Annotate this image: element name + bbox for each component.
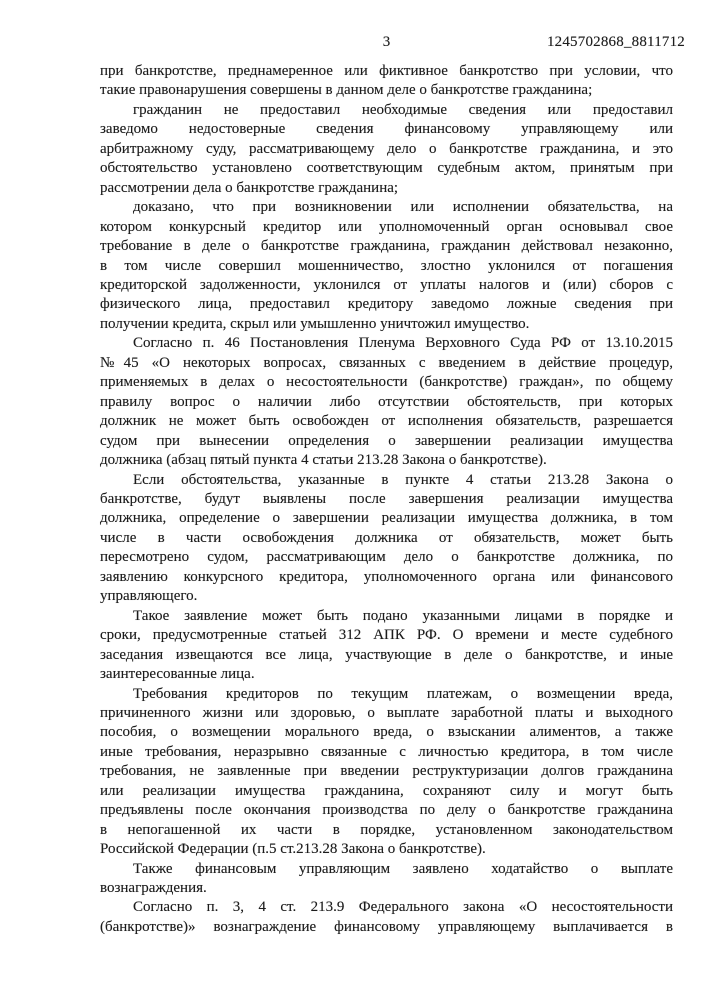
text-line: заявлению конкурсного кредитора, уполномоченного органа или финансового — [100, 568, 673, 585]
text-line: Требования кредиторов по текущим платежам, о возмещении вреда, — [133, 685, 673, 702]
text-line: при банкротстве, преднамеренное или фиктивное банкротство при условии, что — [100, 63, 673, 79]
text-line: доказано, что при возникновении или исполнении обязательства, на — [133, 199, 673, 216]
text-line: рассмотрении дела о банкротстве гражданина; — [100, 179, 399, 196]
text-line: заседания извещаются все лица, участвующие в деле о банкротстве, и иные — [100, 646, 673, 663]
text-line: Согласно п. 3, 4 ст. 213.9 Федерального закона «О несостоятельности — [133, 899, 673, 916]
text-line: правилу вопрос о наличии либо отсутствии обстоятельств, при которых — [100, 393, 673, 410]
document-id: 1245702868_8811712 — [546, 34, 685, 50]
text-line: физического лица, предоставил кредитору заведомо ложные сведения при — [100, 296, 673, 313]
text-line: применяемых в делах о несостоятельности (банкротстве) граждан», по общему — [100, 374, 673, 391]
text-line: требование в деле о банкротстве гражданина, гражданин действовал незаконно, — [100, 238, 673, 255]
text-line: Согласно п. 46 Постановления Пленума Верховного Суда РФ от 13.10.2015 — [133, 335, 673, 352]
text-line: судом при вынесении определения о завершении реализации имущества — [100, 432, 673, 449]
text-line: пособия, о возмещении морального вреда, о взыскании алиментов, а также — [100, 724, 673, 741]
text-line: числе в части освобождения должника от обязательств, может быть — [100, 529, 673, 546]
text-line: Такое заявление может быть подано указанными лицами в порядке и — [133, 607, 673, 624]
text-line: заведомо недостоверные сведения финансовому управляющему или — [100, 121, 673, 138]
paragraph — [100, 607, 673, 685]
text-line: арбитражному суду, рассматривающему дело о банкротстве гражданина, и это — [100, 140, 673, 157]
text-line: должник не может быть освобожден от исполнения обязательств, разрешается — [100, 413, 673, 430]
text-line: в том числе совершил мошенничество, злостно уклонился от погашения — [100, 257, 673, 274]
text-line: такие правонарушения совершены в данном деле о банкротстве гражданина; — [100, 82, 593, 99]
text-line: Если обстоятельства, указанные в пункте 4 статьи 213.28 Закона о — [133, 471, 673, 488]
paragraph — [100, 101, 673, 198]
text-line: вознаграждения. — [100, 880, 207, 897]
text-line: пересмотрено судом, рассматривающим дело о банкротстве должника, по — [100, 549, 673, 566]
text-line: гражданин не предоставил необходимые сведения или предоставил — [133, 101, 673, 118]
page-number: 3 — [382, 34, 391, 50]
text-line: котором конкурсный кредитор или уполномоченный орган основывал свое — [100, 218, 673, 235]
text-line: должника (абзац пятый пункта 4 статьи 213.28 Закона о банкротстве). — [100, 452, 547, 469]
paragraph — [100, 334, 673, 470]
text-line: или реализации имущества гражданина, сохраняют силу и могут быть — [100, 782, 673, 799]
text-line: управляющего. — [100, 588, 198, 605]
text-line: кредиторской задолженности, уклонился от уплаты налогов и (или) сборов с — [100, 276, 673, 293]
document-body — [100, 62, 673, 937]
page-header — [0, 34, 707, 54]
paragraph — [100, 860, 673, 899]
text-line: должника, определение о завершении реализации имущества должника, в том — [100, 510, 673, 527]
paragraph — [100, 685, 673, 860]
text-line: №45 «О некоторых вопросах, связанных с введением в действие процедур, — [100, 354, 673, 371]
text-line: обстоятельство установлено соответствующим судебным актом, принятым при — [100, 160, 673, 177]
paragraph — [100, 471, 673, 607]
text-line: Российской Федерации (п.5 ст.213.28 Закона о банкротстве). — [100, 841, 486, 858]
text-line: требования, не заявленные при введении реструктуризации долгов гражданина — [100, 763, 673, 780]
text-line: сроки, предусмотренные статьей 312 АПК РФ. О времени и месте судебного — [100, 627, 673, 644]
text-line: банкротстве, будут выявлены после завершения реализации имущества — [100, 490, 673, 507]
text-line: Также финансовым управляющим заявлено ходатайство о выплате — [133, 860, 673, 877]
text-line: получении кредита, скрыл или умышленно уничтожил имущество. — [100, 315, 530, 332]
text-line: в непогашенной их части в порядке, установленном законодательством — [100, 821, 673, 838]
text-line: иные требования, неразрывно связанные с личностью кредитора, в том числе — [100, 743, 673, 760]
paragraph — [100, 62, 673, 101]
text-line: заинтересованные лица. — [100, 666, 255, 683]
paragraph — [100, 198, 673, 334]
text-line: (банкротстве)» вознаграждение финансовому управляющему выплачивается в — [100, 918, 673, 935]
text-line: предъявлены после окончания производства по делу о банкротстве гражданина — [100, 802, 673, 819]
text-line: причиненного жизни или здоровью, о выплате заработной платы и выходного — [100, 704, 673, 721]
paragraph — [100, 898, 673, 937]
